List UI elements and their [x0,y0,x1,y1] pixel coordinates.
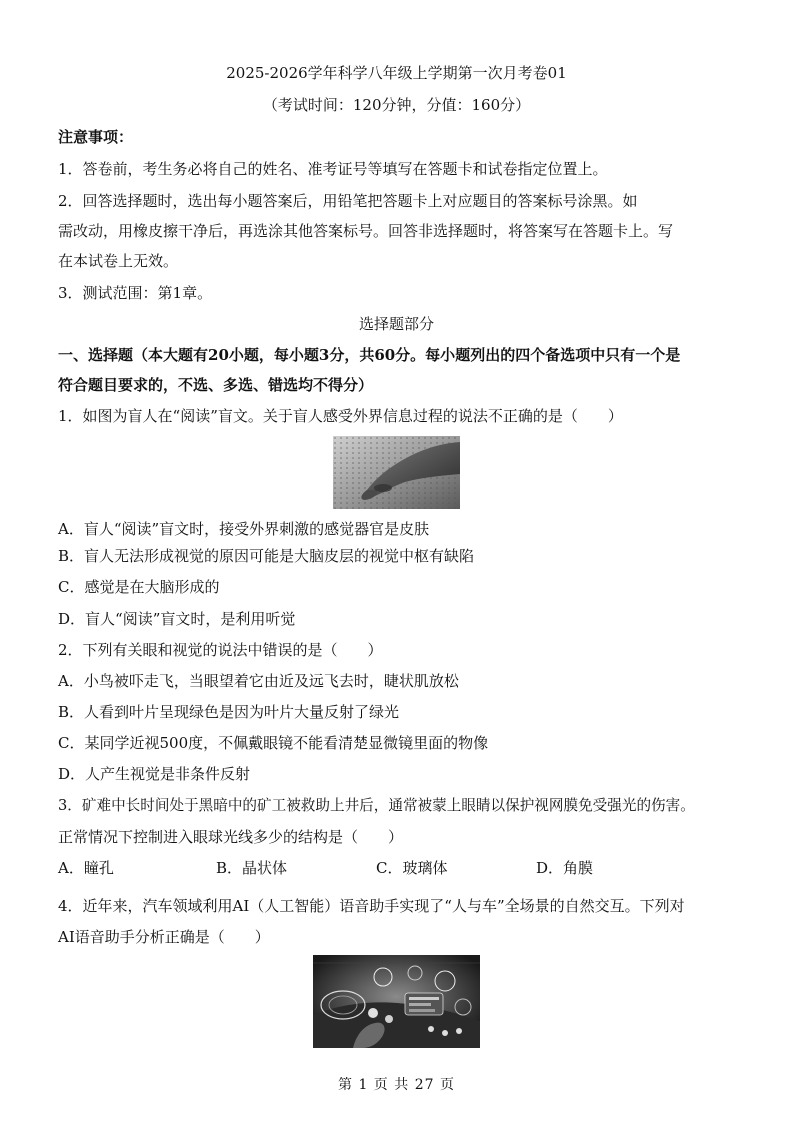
q1-option-c: C．感觉是在大脑形成的 [58,578,220,596]
section-title-line-2: 符合题目要求的，不选、多选、错选均不得分） [58,376,374,394]
section-title-line-1: 一、选择题（本大题有20小题，每小题3分，共60分。每小题列出的四个备选项中只有一个是 [58,346,681,364]
q1-option-a: A．盲人“阅读”盲文时，接受外界刺激的感觉器官是皮肤 [58,520,430,538]
page-footer: 第 1 页 共 27 页 [338,1077,455,1093]
note-item-1: 1．答卷前，考生务必将自己的姓名、准考证号等填写在答题卡和试卷指定位置上。 [58,160,608,178]
q2-option-a: A．小鸟被吓走飞，当眼望着它由近及远飞去时，睫状肌放松 [58,672,459,690]
q4-stem-line-2: AI语音助手分析正确是（ ） [58,928,270,946]
q2-stem: 2．下列有关眼和视觉的说法中错误的是（ ） [58,641,383,659]
exam-title: 2025-2026学年科学八年级上学期第一次月考卷01 [226,64,567,82]
q3-option-c: C．玻璃体 [376,859,448,877]
q1-option-b: B．盲人无法形成视觉的原因可能是大脑皮层的视觉中枢有缺陷 [58,547,475,565]
q2-option-c: C．某同学近视500度，不佩戴眼镜不能看清楚显微镜里面的物像 [58,734,489,752]
q1-stem: 1．如图为盲人在“阅读”盲文。关于盲人感受外界信息过程的说法不正确的是（ ） [58,407,623,425]
note-item-3: 3．测试范围：第1章。 [58,284,213,302]
q3-option-d: D．角膜 [536,859,594,877]
note-item-2-line-1: 2．回答选择题时，选出每小题答案后，用铅笔把答题卡上对应题目的答案标号涂黑。如 [58,192,638,210]
braille-reading-image [333,436,460,509]
note-item-2-line-2: 需改动，用橡皮擦干净后，再选涂其他答案标号。回答非选择题时，将答案写在答题卡上。写 [58,222,674,240]
q2-option-d: D．人产生视觉是非条件反射 [58,765,251,783]
q3-stem-line-1: 3．矿难中长时间处于黑暗中的矿工被救助上井后，通常被蒙上眼睛以保护视网膜免受强光的伤害。 [58,797,695,814]
note-item-2-line-3: 在本试卷上无效。 [58,252,179,270]
q3-option-a: A．瞳孔 [58,859,114,877]
q1-option-d: D．盲人“阅读”盲文时，是利用听觉 [58,610,296,628]
q3-stem-line-2: 正常情况下控制进入眼球光线多少的结构是（ ） [58,828,404,846]
q4-stem-line-1: 4．近年来，汽车领域利用AI（人工智能）语音助手实现了“人与车”全场景的自然交互。下列对 [58,897,685,915]
ai-car-dashboard-image [313,955,480,1048]
section-heading: 选择题部分 [358,315,434,333]
q2-option-b: B．人看到叶片呈现绿色是因为叶片大量反射了绿光 [58,703,400,721]
q3-option-b: B．晶状体 [216,859,288,877]
notes-heading: 注意事项： [58,128,134,146]
exam-subtitle: （考试时间：120分钟，分值：160分） [262,96,531,114]
